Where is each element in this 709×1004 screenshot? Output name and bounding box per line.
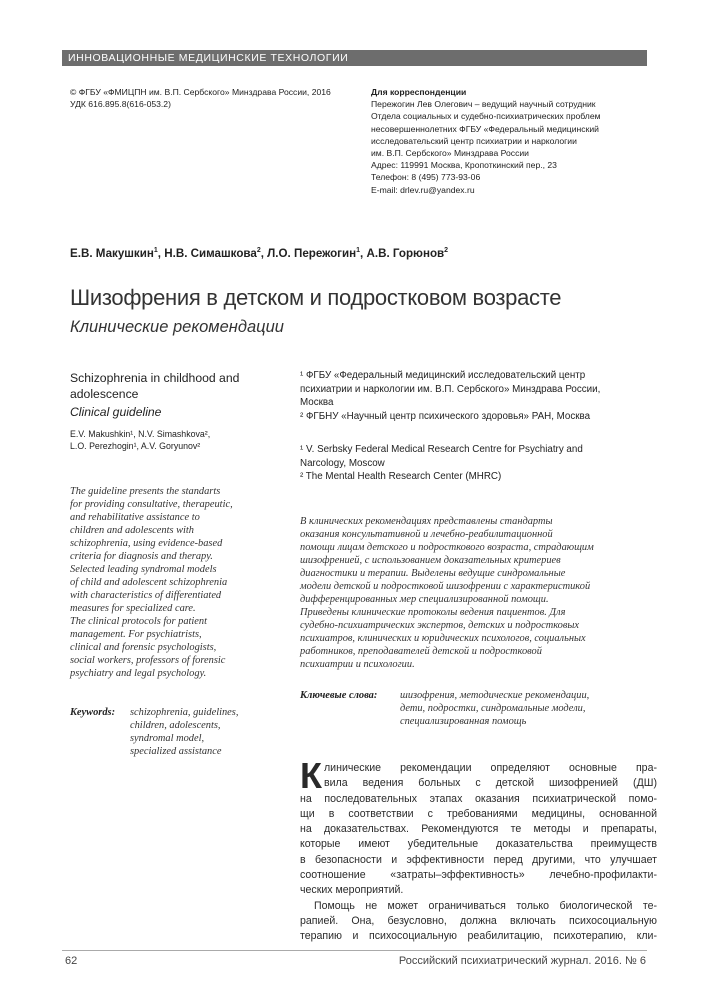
body-line: соотношение «затраты–эффективность» лечебно-профилакти- bbox=[300, 869, 657, 882]
udk: УДК 616.895.8(616-053.2) bbox=[70, 99, 171, 110]
correspondence-line: несовершеннолетних ФГБУ «Федеральный медицинский bbox=[371, 123, 599, 134]
abstract-line: with characteristics of differentiated bbox=[70, 590, 222, 601]
author: , А.В. Горюнов bbox=[360, 247, 445, 260]
keyword-line: schizophrenia, guidelines, bbox=[130, 707, 239, 718]
abstract-line: social workers, professors of forensic bbox=[70, 655, 226, 666]
abstract-line: measures for specialized care. bbox=[70, 603, 196, 614]
keywords-en bbox=[70, 706, 239, 758]
correspondence-line: исследовательский центр психиатрии и наркологии bbox=[371, 135, 577, 146]
affiliation-line: психиатрии и наркологии им. В.П. Сербского» Минздрава России, bbox=[300, 383, 601, 395]
body-line: щи в соответствии с требованиями медицины, основанной bbox=[300, 807, 657, 820]
abstract-line: management. For psychiatrists, bbox=[70, 629, 202, 640]
author-affiliation: 2 bbox=[444, 247, 449, 255]
abstract-en bbox=[70, 485, 233, 680]
abstract-line: психиатрии и психологии. bbox=[300, 659, 415, 670]
keywords-en-label: Keywords: bbox=[70, 707, 116, 718]
abstract-line: В клинических рекомендациях представлены стандарты bbox=[300, 516, 553, 527]
body-line: Помощь не может ограничиваться только биологической те- bbox=[314, 899, 657, 912]
abstract-line: schizophrenia, using evidence-based bbox=[70, 538, 223, 549]
author-affiliation: 1 bbox=[356, 247, 361, 255]
copyright-block bbox=[70, 86, 331, 110]
abstract-line: дифференцированных мер специализированной помощи. bbox=[300, 594, 549, 605]
page-number: 62 bbox=[65, 955, 78, 967]
section-header: ИННОВАЦИОННЫЕ МЕДИЦИНСКИЕ ТЕХНОЛОГИИ bbox=[62, 50, 647, 66]
abstract-ru bbox=[300, 515, 594, 671]
article-title-en: Schizophrenia in childhood and adolescence bbox=[70, 371, 240, 401]
abstract-line: шизофренией, с использованием доказательных критериев bbox=[300, 555, 561, 566]
article-subtitle: Клинические рекомендации bbox=[70, 318, 284, 336]
abstract-line: The guideline presents the standarts bbox=[70, 486, 221, 497]
authors-en-line: L.O. Perezhogin¹, A.V. Goryunov² bbox=[70, 441, 201, 451]
affiliation-line: ² The Mental Health Research Center (MHRC) bbox=[300, 471, 502, 483]
body-line: на последовательных этапах оказания психиатрической помо- bbox=[300, 792, 657, 805]
body-line: терапию и психосоциальную реабилитацию, психотерапию, кли- bbox=[300, 930, 657, 943]
abstract-line: оказания консультативной и лечебно-реабилитационной bbox=[300, 529, 553, 540]
author: Е.В. Макушкин bbox=[70, 247, 154, 260]
authors-en bbox=[70, 428, 210, 452]
correspondence-line: Адрес: 119991 Москва, Кропоткинский пер., 23 bbox=[371, 160, 557, 171]
author-affiliation: 2 bbox=[256, 247, 261, 255]
correspondence-label: Для корреспонденции bbox=[371, 87, 467, 97]
abstract-line: модели детской и подростковой шизофрении с характеристикой bbox=[300, 581, 591, 592]
abstract-line: of child and adolescent schizophrenia bbox=[70, 577, 228, 588]
author: , Н.В. Симашкова bbox=[157, 247, 257, 260]
affiliation-line: ¹ ФГБУ «Федеральный медицинский исследовательский центр bbox=[300, 370, 586, 381]
affiliation-line: ¹ V. Serbsky Federal Medical Research Centre for Psychiatry and bbox=[300, 444, 583, 455]
abstract-line: работников, преподавателей детской и подростковой bbox=[300, 646, 542, 657]
body-line: рапией. Она, безусловно, должна включать психосоциальную bbox=[300, 914, 657, 927]
abstract-line: children and adolescents with bbox=[70, 525, 194, 536]
affiliations-ru bbox=[300, 369, 600, 423]
authors-ru bbox=[70, 247, 448, 260]
abstract-line: clinical and forensic psychologists, bbox=[70, 642, 217, 653]
correspondence-line: им. В.П. Сербского» Минздрава России bbox=[371, 148, 529, 159]
abstract-line: психиатров, клинических и юридических психологов, социальных bbox=[300, 633, 586, 644]
keyword-line: specialized assistance bbox=[130, 746, 222, 757]
keyword-line: children, adolescents, bbox=[130, 720, 221, 731]
keywords-ru-label: Ключевые слова: bbox=[300, 690, 378, 701]
correspondence-line: Телефон: 8 (495) 773-93-06 bbox=[371, 172, 481, 183]
authors-en-line: E.V. Makushkin¹, N.V. Simashkova², bbox=[70, 429, 211, 439]
affiliation-line: Narcology, Moscow bbox=[300, 457, 385, 469]
body-line: вила ведения больных с детской шизофренией (ДШ) bbox=[324, 777, 657, 790]
drop-cap: К bbox=[300, 755, 322, 796]
body-line: линические рекомендации определяют основные пра- bbox=[324, 762, 657, 774]
footer-divider bbox=[62, 950, 647, 951]
abstract-line: criteria for diagnosis and therapy. bbox=[70, 551, 213, 562]
abstract-line: помощи лицам детского и подросткового возраста, страдающим bbox=[300, 542, 594, 553]
copyright: © ФГБУ «ФМИЦПН им. В.П. Сербского» Минздрава России, 2016 bbox=[70, 87, 331, 97]
correspondence-line: Отдела социальных и судебно-психиатрических проблем bbox=[371, 111, 601, 122]
correspondence-email[interactable]: E-mail: drlev.ru@yandex.ru bbox=[371, 184, 475, 195]
correspondence-line: Пережогин Лев Олегович – ведущий научный сотрудник bbox=[371, 99, 596, 110]
article-subtitle-en: Clinical guideline bbox=[70, 405, 162, 419]
author-affiliation: 1 bbox=[153, 247, 158, 255]
body-line: в безопасности и эффективности перед другими, что улучшает bbox=[300, 853, 657, 866]
body-line: на доказательствах. Рекомендуются те методы и препараты, bbox=[300, 823, 657, 836]
keywords-ru bbox=[300, 689, 590, 728]
keyword-line: специализированная помощь bbox=[400, 716, 527, 727]
body-text bbox=[300, 755, 657, 945]
abstract-line: диагностики и терапии. Выделены ведущие синдромальные bbox=[300, 568, 566, 579]
abstract-line: The clinical protocols for patient bbox=[70, 616, 207, 627]
abstract-line: and rehabilitative assistance to bbox=[70, 512, 200, 523]
affiliation-line: ² ФГБНУ «Научный центр психического здоровья» РАН, Москва bbox=[300, 410, 591, 422]
abstract-line: psychiatry and legal psychology. bbox=[70, 668, 207, 679]
abstract-line: Приведены клинические протоколы ведения пациентов. Для bbox=[300, 607, 566, 618]
affiliation-line: Москва bbox=[300, 397, 334, 409]
body-line: которые имеют убедительные доказательства преимуществ bbox=[300, 838, 657, 851]
keyword-line: дети, подростки, синдромальные модели, bbox=[400, 703, 586, 714]
article-title: Шизофрения в детском и подростковом возрасте bbox=[70, 285, 562, 310]
affiliations-en bbox=[300, 443, 583, 484]
journal-name: Российский психиатрический журнал. 2016. № 6 bbox=[398, 955, 646, 967]
body-line: ческих мероприятий. bbox=[300, 884, 404, 897]
abstract-line: судебно-психиатрических экспертов, детских и подростковых bbox=[300, 620, 580, 631]
abstract-line: Selected leading syndromal models bbox=[70, 564, 217, 575]
correspondence-block bbox=[371, 86, 601, 196]
author: , Л.О. Пережогин bbox=[260, 247, 357, 260]
keyword-line: шизофрения, методические рекомендации, bbox=[400, 690, 590, 701]
keyword-line: syndromal model, bbox=[130, 733, 205, 744]
abstract-line: for providing consultative, therapeutic, bbox=[70, 499, 233, 510]
